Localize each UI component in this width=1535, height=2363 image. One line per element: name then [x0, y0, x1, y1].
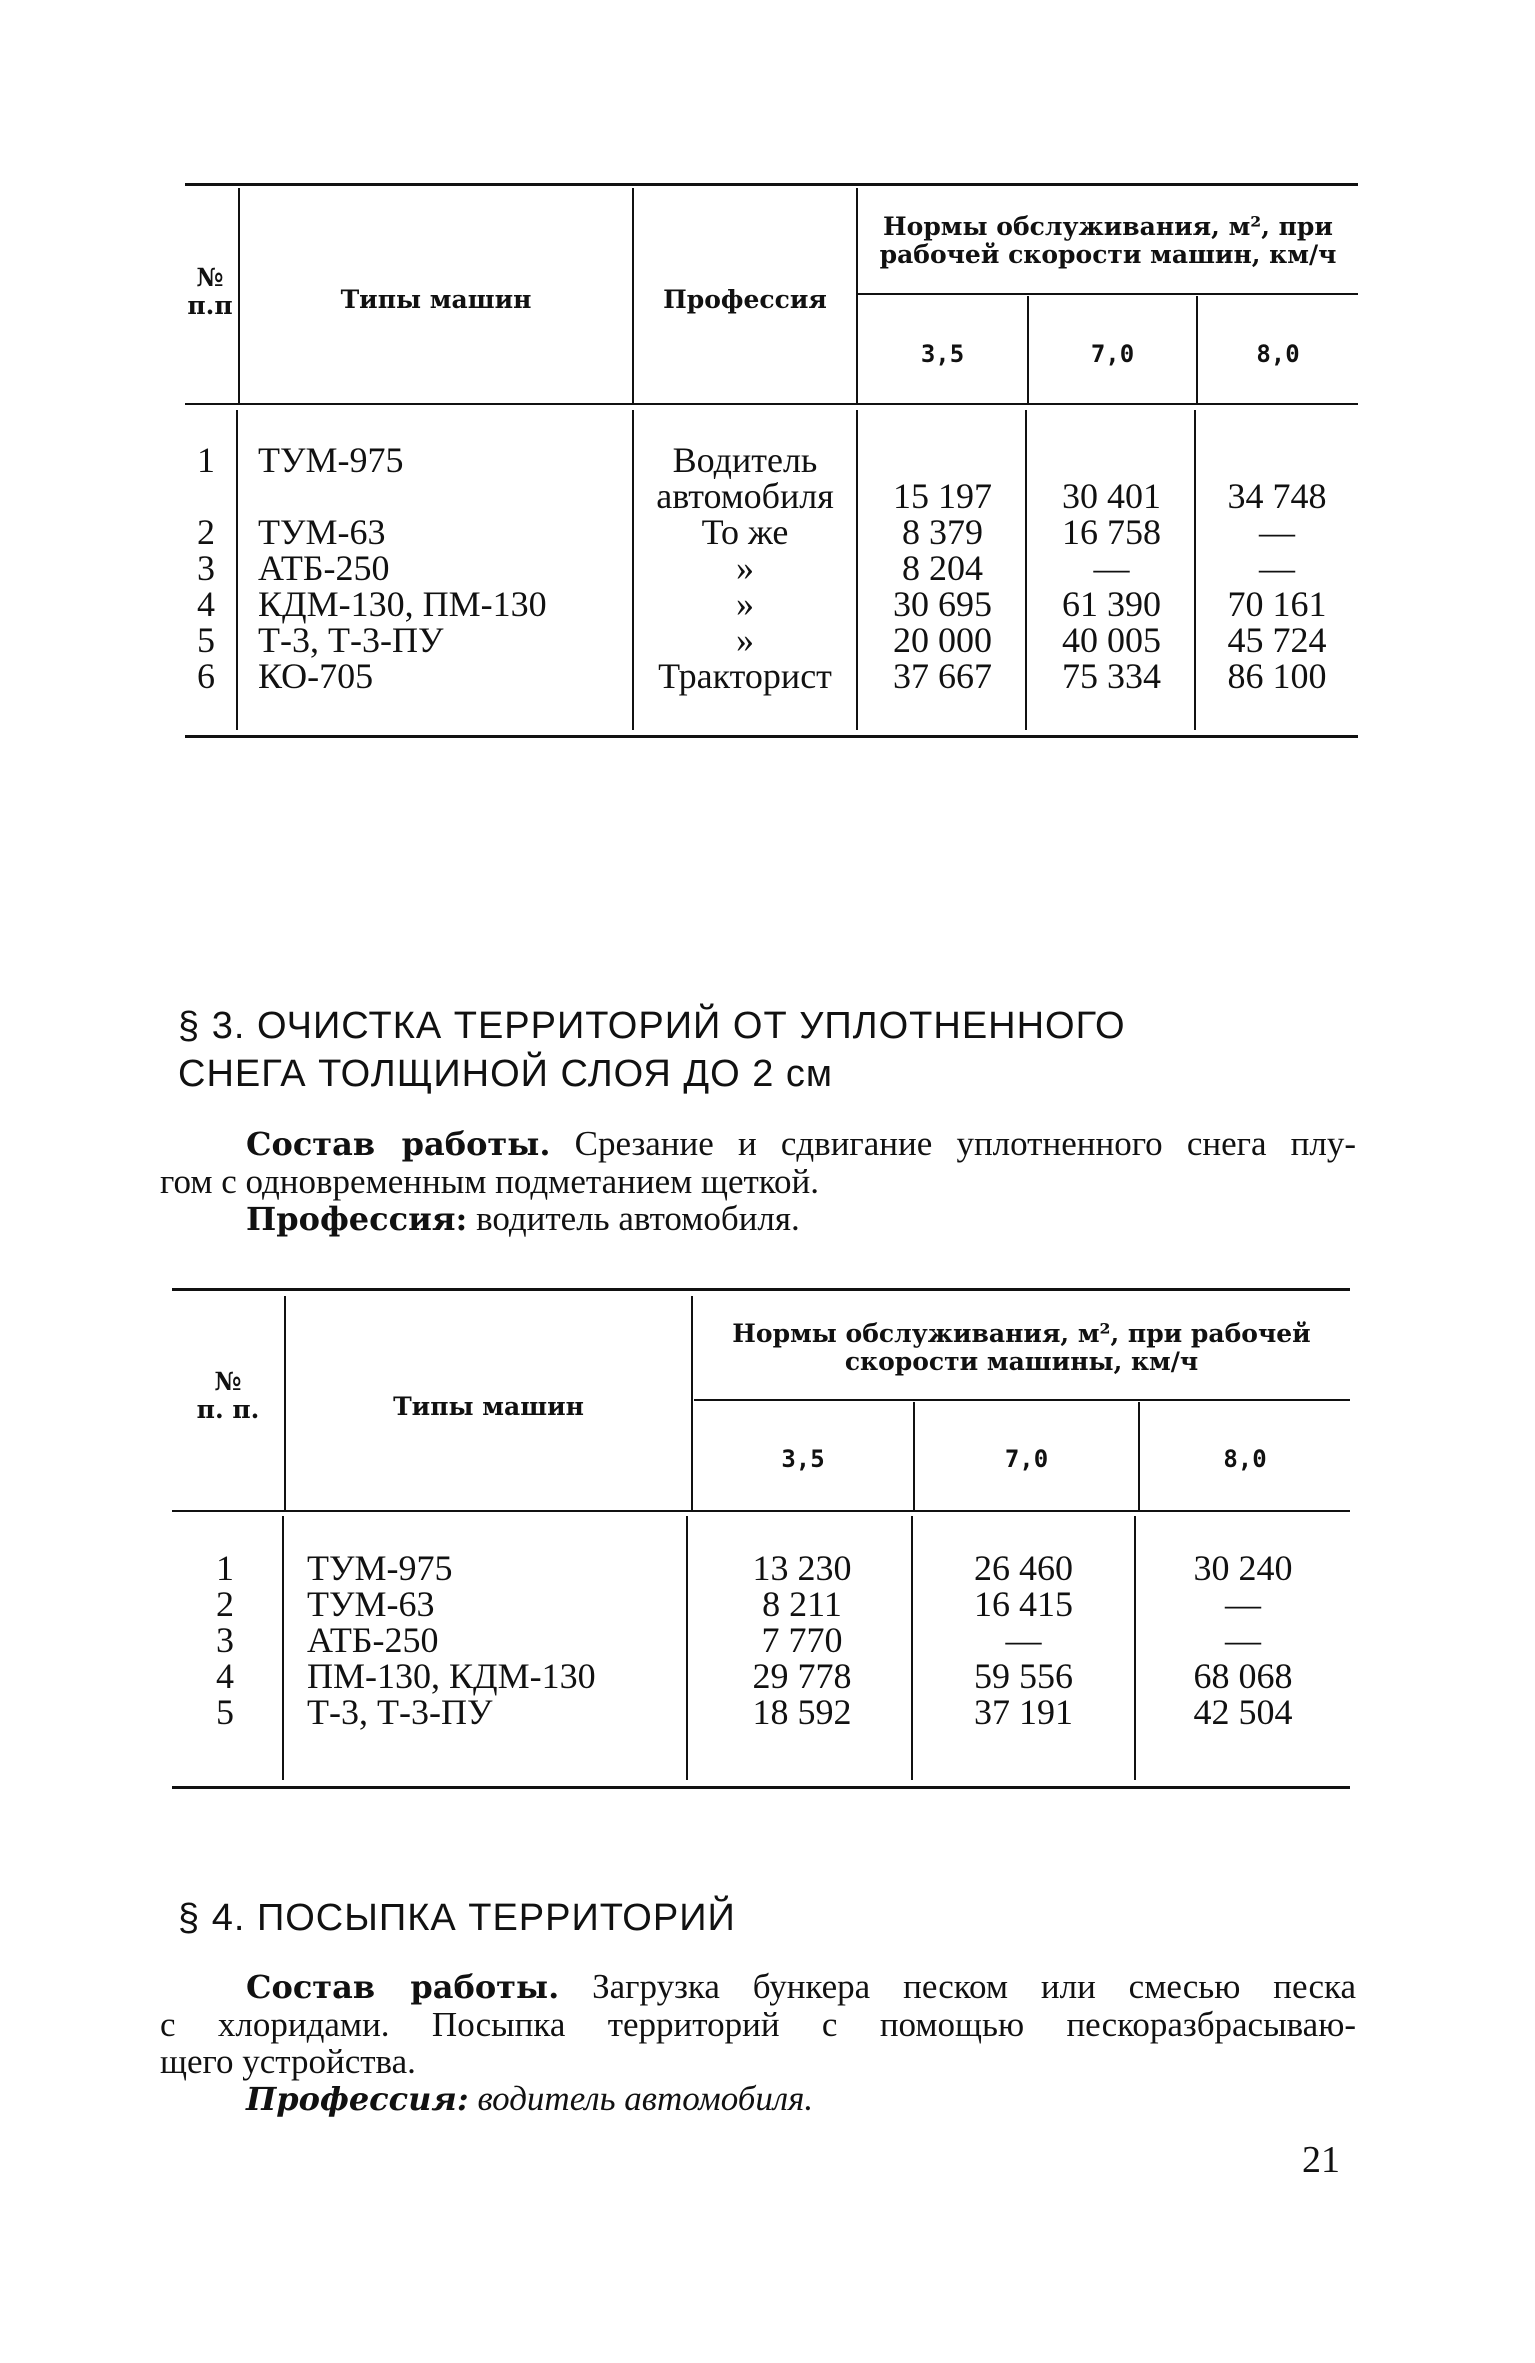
table-2-top-rule [172, 1288, 1350, 1291]
table-2-header-type: Типы машин [393, 1392, 584, 1421]
table-row-profession: автомобиля [656, 476, 834, 516]
table-1-header-number: № п.п [187, 263, 233, 320]
table-1-speed-7-0: 7,0 [1090, 340, 1135, 368]
table-row-value: 61 390 [1062, 584, 1161, 624]
table-row-value: 8 211 [762, 1584, 842, 1624]
table-row-number: 4 [197, 584, 215, 624]
table-2-divider [282, 1516, 284, 1780]
table-row-value [858, 442, 1027, 478]
table-2-column-number [200, 1550, 250, 1730]
table-row-value: 34 748 [1227, 476, 1327, 516]
table-row-value: 15 197 [893, 476, 992, 516]
table-2-header-rule [172, 1510, 1350, 1512]
table-2-header-number: № п. п. [196, 1367, 260, 1424]
table-row-value: 8 379 [902, 512, 983, 552]
section-4-title: § 4. ПОСЫПКА ТЕРРИТОРИЙ [178, 1897, 736, 1939]
table-row-value: 30 240 [1193, 1548, 1293, 1588]
profession-label: Профессия: [246, 2080, 469, 2118]
table-1-column-speed-7-0 [1027, 442, 1196, 694]
table-1-bottom-rule [185, 735, 1358, 738]
table-row-profession: Тракторист [658, 656, 832, 696]
table-row-value: 16 415 [974, 1584, 1073, 1624]
table-row-number: 3 [197, 548, 215, 588]
table-row-value: 30 695 [893, 584, 992, 624]
table-row-value: 7 770 [761, 1620, 843, 1660]
table-2-speed-7-0: 7,0 [1004, 1445, 1049, 1473]
table-row-value: 70 161 [1227, 584, 1327, 624]
table-1-column-number [185, 442, 215, 694]
page-number: 21 [1302, 2139, 1340, 2181]
table-1-column-profession [634, 442, 856, 694]
table-row-type: АТБ-250 [307, 1620, 439, 1660]
table-row-value [1196, 442, 1358, 478]
table-row-value [1027, 442, 1196, 478]
table-row-number: 2 [197, 512, 215, 552]
table-row-number: 3 [216, 1620, 234, 1660]
table-row-value: 13 230 [752, 1548, 852, 1588]
table-row-type: ТУМ-975 [307, 1548, 453, 1588]
table-row-value: 16 758 [1062, 512, 1161, 552]
table-row-value: 42 504 [1193, 1692, 1293, 1732]
table-1-header-norms: Нормы обслуживания, м², при рабочей скорости машин, км/ч [879, 212, 1337, 269]
table-2-column-type [307, 1550, 682, 1730]
table-2-header-norms: Нормы обслуживания, м², при рабочей скорости машины, км/ч [732, 1319, 1311, 1376]
table-1-column-speed-3-5 [858, 442, 1027, 694]
table-1-header-profession: Профессия [663, 285, 827, 314]
table-row-number: 5 [197, 620, 215, 660]
table-2-speed-8-0: 8,0 [1223, 1445, 1267, 1473]
table-row-value: — [1005, 1620, 1042, 1660]
table-row-number: 1 [197, 440, 215, 480]
table-row-value: — [1259, 548, 1295, 588]
table-1-speed-3-5: 3,5 [920, 340, 965, 368]
table-row-number: 4 [216, 1656, 234, 1696]
table-2-speed-rule [694, 1399, 1350, 1401]
table-row-value: 30 401 [1062, 476, 1161, 516]
table-2-divider [686, 1516, 688, 1780]
table-row-profession: То же [701, 512, 789, 552]
table-row-value: 37 191 [974, 1692, 1073, 1732]
table-1-header-rule [185, 403, 1358, 405]
table-row-value: 8 204 [902, 548, 983, 588]
table-row-value: — [1225, 1584, 1261, 1624]
table-2-column-speed-8-0 [1136, 1550, 1350, 1730]
table-row-profession: » [736, 584, 754, 624]
table-2-column-speed-3-5 [693, 1550, 911, 1730]
section-4-work-paragraph: Состав работы. Загрузка бункера песком или смесью песка с хлоридами. Посыпка территорий с помощью пескоразбрасываю- щего устройства. Профессия: водитель автомобиля. [160, 1967, 1356, 2118]
table-1-top-rule [185, 183, 1358, 186]
table-row-type: АТБ-250 [258, 548, 390, 588]
table-row-value: 68 068 [1193, 1656, 1293, 1696]
table-row-value: 59 556 [974, 1656, 1073, 1696]
table-row-value: 75 334 [1062, 656, 1161, 696]
table-row-profession: Водитель [672, 440, 818, 480]
table-1-speed-rule [858, 293, 1358, 295]
section-3-title: § 3. ОЧИСТКА ТЕРРИТОРИЙ ОТ УПЛОТНЕННОГО СНЕГА ТОЛЩИНОЙ СЛОЯ ДО 2 см [178, 1005, 1126, 1095]
section-3-work-paragraph: Состав работы. Срезание и сдвигание уплотненного снега плу- гом с одновременным подметанием щеткой. Профессия: водитель автомобиля. [160, 1124, 1357, 1238]
profession-label: Профессия: [246, 1200, 468, 1238]
table-row-value: — [1093, 548, 1130, 588]
table-row-value: — [1225, 1620, 1261, 1660]
table-1-column-type [258, 442, 628, 694]
table-row-number: 5 [216, 1692, 234, 1732]
table-row-profession: » [736, 620, 754, 660]
table-row-number: 1 [216, 1548, 234, 1588]
table-row-type: ТУМ-63 [258, 512, 386, 552]
table-row-type: Т-3, Т-3-ПУ [258, 620, 444, 660]
table-1-divider [236, 410, 238, 730]
table-row-value: 29 778 [752, 1656, 852, 1696]
table-row-type [258, 478, 628, 514]
table-row-value: — [1259, 512, 1295, 552]
table-row-value: 26 460 [974, 1548, 1073, 1588]
table-2-bottom-rule [172, 1786, 1350, 1789]
table-row-type: КО-705 [258, 656, 374, 696]
work-label: Состав работы. [246, 1968, 560, 2006]
table-row-value: 86 100 [1227, 656, 1327, 696]
table-row-profession: » [736, 548, 754, 588]
table-row-type: Т-3, Т-3-ПУ [307, 1692, 493, 1732]
table-row-type: ПМ-130, КДМ-130 [307, 1656, 596, 1696]
table-row-type: КДМ-130, ПМ-130 [258, 584, 547, 624]
table-1-column-speed-8-0 [1196, 442, 1358, 694]
table-2-column-speed-7-0 [913, 1550, 1134, 1730]
table-row-type: ТУМ-63 [307, 1584, 435, 1624]
table-row-number: 6 [197, 656, 215, 696]
table-row-value: 20 000 [893, 620, 992, 660]
table-row-number: 2 [216, 1584, 234, 1624]
table-row-number [185, 478, 215, 514]
table-row-value: 37 667 [893, 656, 992, 696]
table-1-header-type: Типы машин [340, 285, 532, 314]
table-row-value: 40 005 [1062, 620, 1161, 660]
table-2-speed-3-5: 3,5 [781, 1445, 825, 1473]
table-row-value: 45 724 [1227, 620, 1327, 660]
work-label: Состав работы. [246, 1125, 551, 1163]
table-row-type: ТУМ-975 [258, 440, 404, 480]
table-1-speed-8-0: 8,0 [1256, 340, 1300, 368]
table-row-value: 18 592 [752, 1692, 852, 1732]
